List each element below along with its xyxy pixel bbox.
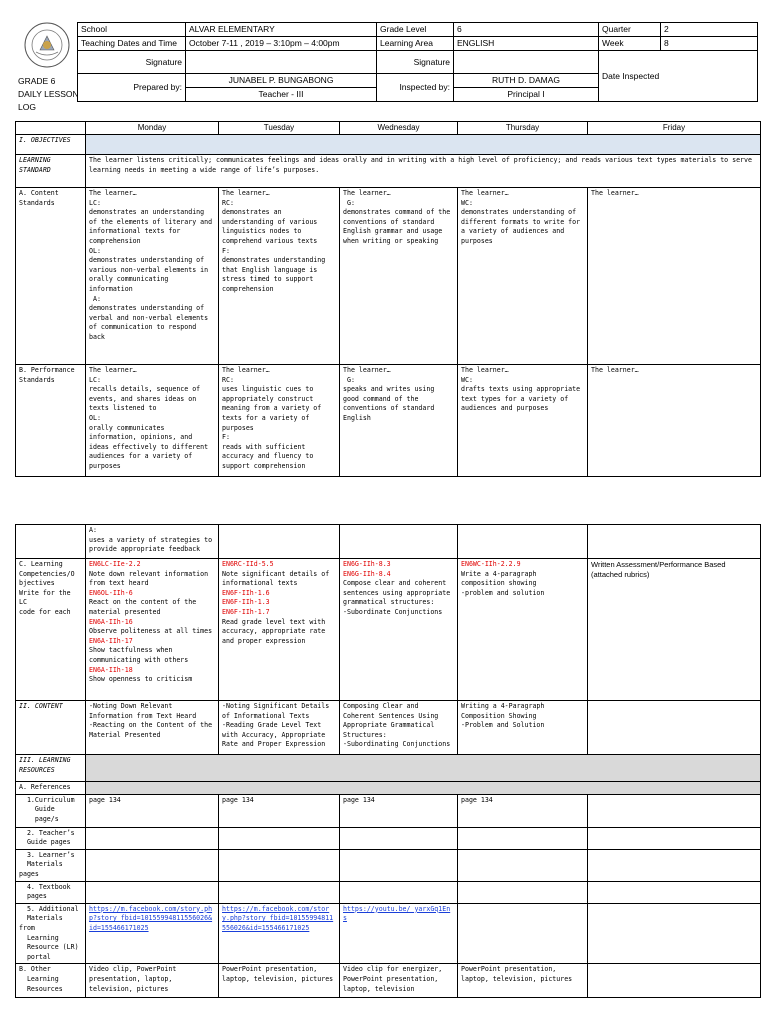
performance-standard-monday: The learner… LC: recalls details, sequence of events, and shares ideas on texts listened to OL: orally communicates information, opinions, and ideas effectively to different audiences for a variety of purposes (86, 365, 219, 477)
learning-area-label: Learning Area (377, 37, 454, 51)
learning-area-value: ENGLISH (454, 37, 599, 51)
competency-text: Read grade level text with accuracy, appropriate rate and proper expression (222, 617, 330, 645)
learning-resources-band (86, 755, 761, 782)
performance-standard-thursday: The learner… WC: drafts texts using appropriate text types for a variety of audiences and purposes (458, 365, 588, 477)
competency-tuesday (219, 559, 340, 701)
date-inspected-label: Date Inspected (599, 51, 758, 102)
grade-title (18, 75, 79, 114)
content-standard-wednesday: The learner… G: demonstrates command of the conventions of standard English grammar and usage when writing or speaking (340, 188, 458, 365)
day-header-blank (16, 122, 86, 135)
prepared-by-position: Teacher - III (186, 88, 377, 102)
teachers-guide-label: 2. Teacher’s Guide pages (16, 827, 86, 849)
performance-standards-label: B. Performance Standards (16, 365, 86, 477)
additional-materials-label: 5. Additional Materials from Learning Resource (LR) portal (16, 903, 86, 964)
lc-code: EN6A-IIh-18 (89, 665, 133, 674)
school-value: ALVAR ELEMENTARY (186, 23, 377, 37)
day-header-friday: Friday (588, 122, 761, 135)
competency-text: Note significant details of informational texts (222, 569, 334, 588)
competency-text: Observe politeness at all times (89, 627, 213, 636)
carry-over-label-cell (16, 525, 86, 559)
curriculum-monday: page 134 (86, 794, 219, 827)
daily-title-line-1: DAILY LESSON (18, 89, 79, 99)
carry-over-blank-fri (588, 525, 761, 559)
content-friday (588, 701, 761, 755)
curriculum-wednesday: page 134 (340, 794, 458, 827)
carry-over-blank-tue (219, 525, 340, 559)
grade-level-value: 6 (454, 23, 599, 37)
content-thursday: Writing a 4-Paragraph Composition Showing -Problem and Solution (458, 701, 588, 755)
content-standard-friday: The learner… (588, 188, 761, 365)
prepared-by-label: Prepared by: (78, 74, 186, 102)
curriculum-thursday: page 134 (458, 794, 588, 827)
other-resources-label: B. Other Learning Resources (16, 964, 86, 998)
performance-standard-friday: The learner… (588, 365, 761, 477)
content-standards-label: A. Content Standards (16, 188, 86, 365)
content-label: II. CONTENT (16, 701, 86, 755)
objectives-band (86, 135, 761, 155)
lc-code: EN6RC-IId-5.5 (222, 560, 274, 568)
lc-code: EN6A-IIh-16 (89, 617, 133, 626)
lc-code: EN6F-IIh-1.6 (222, 588, 270, 597)
learning-resources-label: III. LEARNING RESOURCES (16, 755, 86, 782)
day-header-thursday: Thursday (458, 122, 588, 135)
objectives-table (15, 121, 761, 477)
other-resources-wednesday: Video clip for energizer, PowerPoint presentation, laptop, television (340, 964, 458, 998)
day-header-monday: Monday (86, 122, 219, 135)
learning-standard-text: The learner listens critically; communicates feelings and ideas orally and in writing with a high level of proficiency; and reads various text types materials to serve learning needs in meeting a wide range of life’s purposes. (86, 155, 761, 188)
competency-text: Note down relevant information from text heard (89, 569, 213, 588)
week-value: 8 (661, 37, 758, 51)
week-label: Week (599, 37, 661, 51)
lc-code: EN6A-IIh-17 (89, 636, 133, 645)
resource-link-thursday (458, 903, 588, 964)
grade-level-label: Grade Level (377, 23, 454, 37)
grade-title-line: GRADE 6 (18, 76, 56, 86)
quarter-value: 2 (661, 23, 758, 37)
deped-seal-logo (24, 22, 70, 68)
day-header-wednesday: Wednesday (340, 122, 458, 135)
content-standard-monday: The learner… LC: demonstrates an understanding of the elements of literary and informational texts for comprehension OL: demonstrates understanding of various non-verbal elements in orally communicating information A: demonstrates understanding of verbal and non-verbal elements of communication to respond back (86, 188, 219, 365)
lc-code: EN6F-IIh-1.7 (222, 607, 270, 616)
other-resources-thursday: PowerPoint presentation, laptop, television, pictures (458, 964, 588, 998)
quarter-label: Quarter (599, 23, 661, 37)
inspected-by-label: Inspected by: (377, 74, 454, 102)
references-label: A. References (16, 782, 86, 795)
competency-monday (86, 559, 219, 701)
competency-text: React on the content of the material presented (89, 598, 201, 616)
resource-link-friday (588, 903, 761, 964)
competency-wednesday (340, 559, 458, 701)
objectives-label: I. OBJECTIVES (16, 135, 86, 155)
resource-link-wednesday[interactable]: https://youtu.be/_yarxGq1Ens (340, 903, 458, 964)
learners-materials-label: 3. Learner’s Materials pages (16, 849, 86, 881)
learning-standard-label: LEARNING STANDARD (16, 155, 86, 188)
daily-title-line-2: LOG (18, 102, 36, 112)
curriculum-friday (588, 794, 761, 827)
references-band (86, 782, 761, 795)
competency-text: Write a 4-paragraph composition showing -problem and solution (461, 569, 545, 597)
competency-text: Show openness to criticism (89, 675, 193, 684)
textbook-pages-label: 4. Textbook pages (16, 881, 86, 903)
header-table (77, 22, 758, 102)
performance-standard-wednesday: The learner… G: speaks and writes using good command of the conventions of standard English (340, 365, 458, 477)
curriculum-tuesday: page 134 (219, 794, 340, 827)
lc-code: EN6WC-IIh-2.2.9 (461, 560, 521, 568)
competencies-table (15, 524, 761, 998)
lc-code: EN6F-IIh-1.3 (222, 598, 270, 607)
carry-over-text: A: uses a variety of strategies to provide appropriate feedback (86, 525, 219, 559)
lc-code: EN6G-IIh-8.3 (343, 560, 391, 568)
resource-link-monday[interactable]: https://m.facebook.com/story.php?story_fbid=10155994811556026&id=155466171025 (86, 903, 219, 964)
other-resources-friday (588, 964, 761, 998)
content-monday: -Noting Down Relevant Information from Text Heard -Reacting on the Content of the Material Presented (86, 701, 219, 755)
dates-label: Teaching Dates and Time (78, 37, 186, 51)
competency-thursday (458, 559, 588, 701)
content-standard-thursday: The learner… WC: demonstrates understanding of different formats to write for a variety of audiences and purposes (458, 188, 588, 365)
inspected-by-name: RUTH D. DAMAG (454, 74, 599, 88)
signature-field (186, 51, 377, 74)
content-tuesday: -Noting Significant Details of Informational Texts -Reading Grade Level Text with Accuracy, Appropriate Rate and Proper Expression (219, 701, 340, 755)
lc-code: EN6OL-IIh-6 (89, 588, 133, 597)
performance-standard-tuesday: The learner… RC: uses linguistic cues to appropriately construct meaning from a variety of texts for a variety of purposes F: reads with sufficient accuracy and fluency to support comprehension (219, 365, 340, 477)
content-wednesday: Composing Clear and Coherent Sentences Using Appropriate Grammatical Structures: -Subordinating Conjunctions (340, 701, 458, 755)
day-header-tuesday: Tuesday (219, 122, 340, 135)
signature-label: Signature (78, 51, 186, 74)
competency-text: Show tactfulness when communicating with others (89, 646, 189, 664)
other-resources-monday: Video clip, PowerPoint presentation, laptop, television, pictures (86, 964, 219, 998)
carry-over-blank-wed (340, 525, 458, 559)
signature-label-2: Signature (377, 51, 454, 74)
resource-link-tuesday[interactable]: https://m.facebook.com/story.php?story_fbid=10155994811556026&id=155466171025 (219, 903, 340, 964)
lc-code: EN6LC-IIe-2.2 (89, 560, 141, 568)
prepared-by-name: JUNABEL P. BUNGABONG (186, 74, 377, 88)
lc-code: EN6G-IIh-8.4 (343, 569, 391, 578)
inspected-by-position: Principal I (454, 88, 599, 102)
carry-over-blank-thu (458, 525, 588, 559)
content-standard-tuesday: The learner… RC: demonstrates an understanding of various linguistics nodes to comprehend various texts F: demonstrates understanding that English language is stress timed to support comprehension (219, 188, 340, 365)
signature-field-2 (454, 51, 599, 74)
competency-text: Compose clear and coherent sentences using appropriate grammatical structures: -Subordinate Conjunctions (343, 579, 451, 616)
school-label: School (78, 23, 186, 37)
other-resources-tuesday: PowerPoint presentation, laptop, television, pictures (219, 964, 340, 998)
dates-value: October 7-11 , 2019 – 3:10pm – 4:00pm (186, 37, 377, 51)
competency-friday: Written Assessment/Performance Based (attached rubrics) (588, 559, 761, 701)
curriculum-guide-label: 1.Curriculum Guide page/s (16, 794, 86, 827)
competencies-label: C. Learning Competencies/O bjectives Write for the LC code for each (16, 559, 86, 701)
